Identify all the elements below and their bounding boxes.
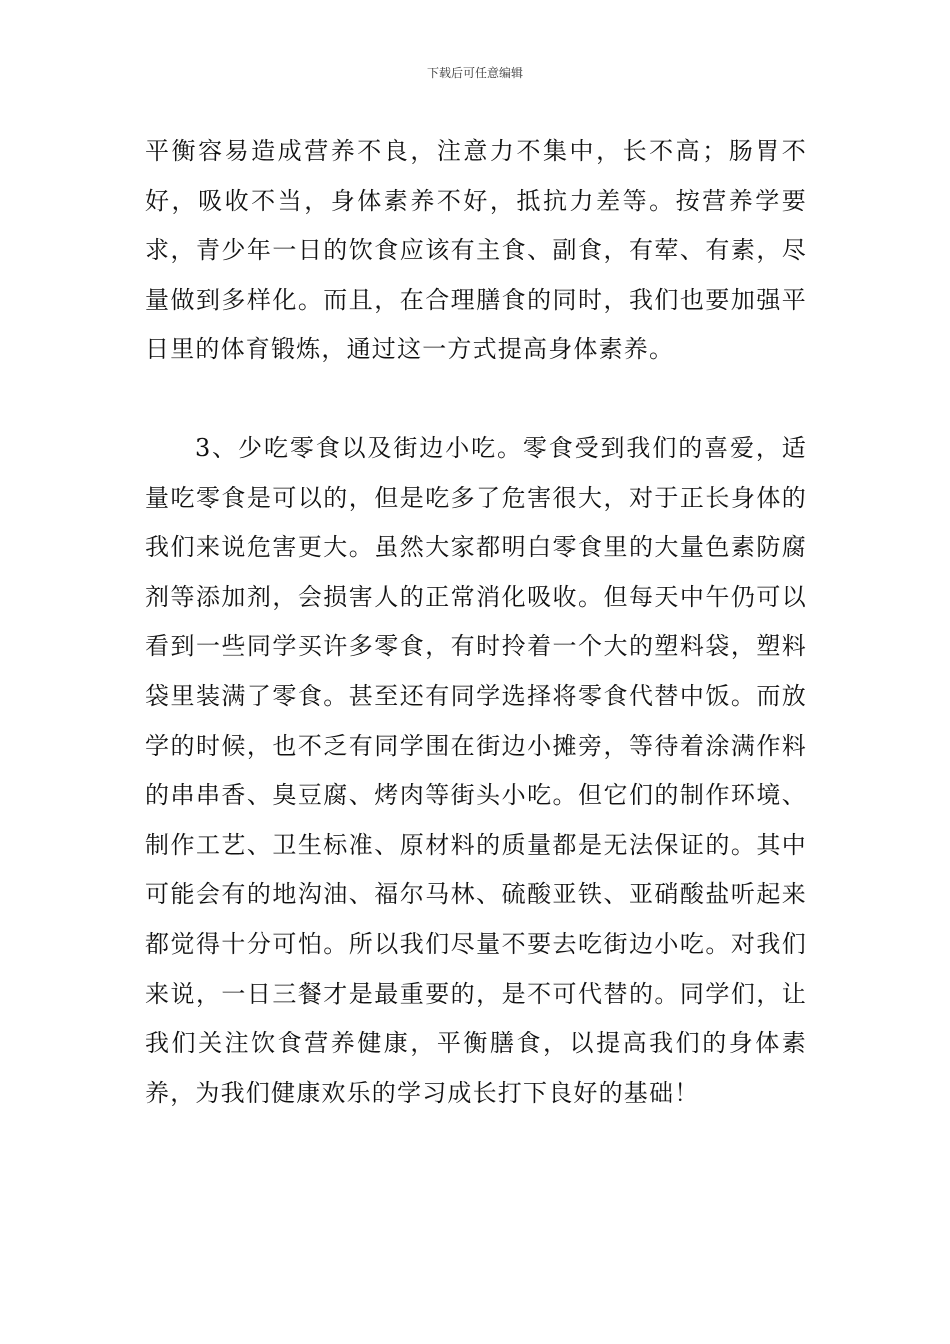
paragraph-1: 平衡容易造成营养不良，注意力不集中，长不高；肠胃不好，吸收不当，身体素养不好，抵抗力差等。按营养学要求，青少年一日的饮食应该有主食、副食，有荤、有素，尽量做到多样化。而且，在合理膳食的同时，我们也要加强平日里的体育锻炼，通过这一方式提高身体素养。	[145, 137, 807, 364]
paragraph-2: 3、少吃零食以及街边小吃。零食受到我们的喜爱，适量吃零食是可以的，但是吃多了危害很大，对于正长身体的我们来说危害更大。虽然大家都明白零食里的大量色素防腐剂等添加剂，会损害人的正常消化吸收。但每天中午仍可以看到一些同学买许多零食，有时拎着一个大的塑料袋，塑料袋里装满了零食。甚至还有同学选择将零食代替中饭。而放学的时候，也不乏有同学围在街边小摊旁，等待着涂满作料的串串香、臭豆腐、烤肉等街头小吃。但它们的制作环境、制作工艺、卫生标准、原材料的质量都是无法保证的。其中可能会有的地沟油、福尔马林、硫酸亚铁、亚硝酸盐听起来都觉得十分可怕。所以我们尽量不要去吃街边小吃。对我们来说，一日三餐才是最重要的，是不可代替的。同学们，让我们关注饮食营养健康，平衡膳食，以提高我们的身体素养，为我们健康欢乐的学习成长打下良好的基础！	[145, 434, 807, 1107]
page-header: 下载后可任意编辑	[426, 66, 523, 80]
